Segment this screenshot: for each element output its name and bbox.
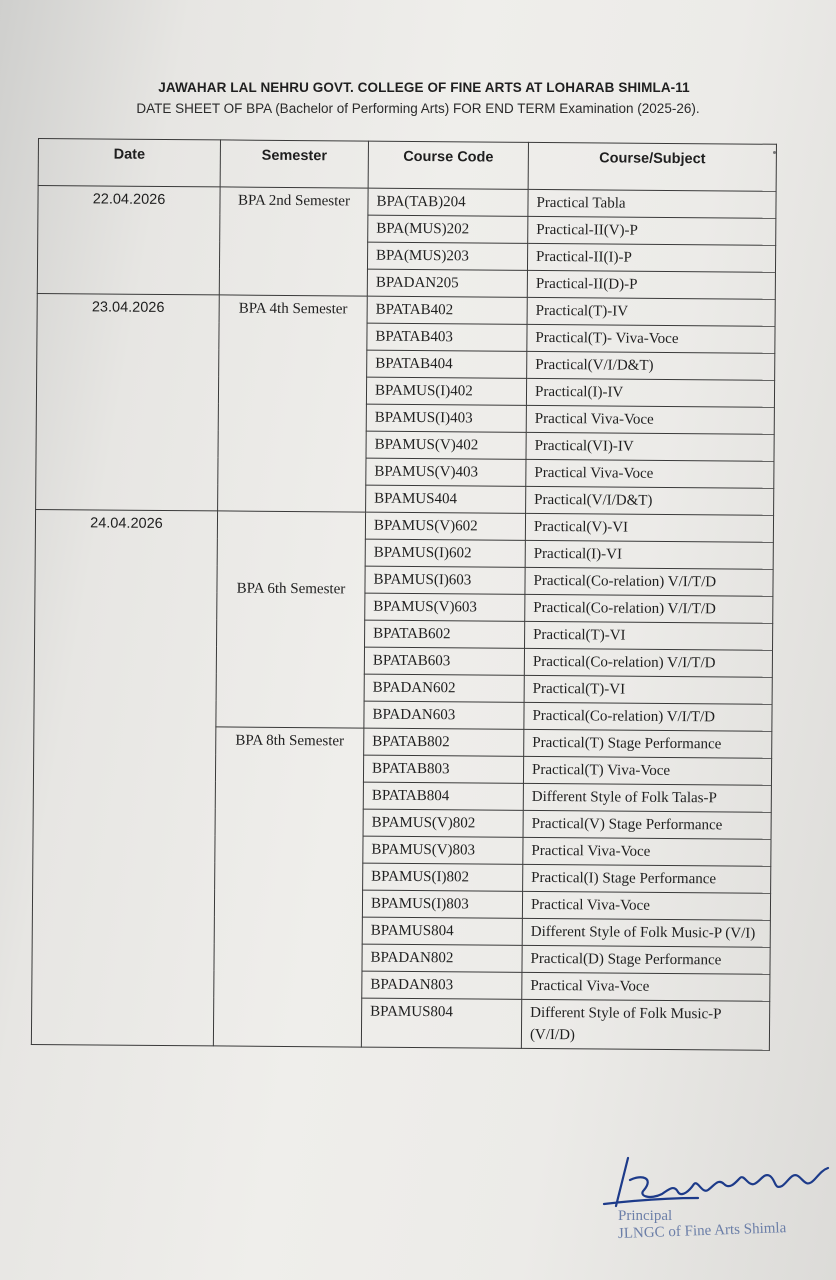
- course-code: BPAMUS(I)402: [366, 377, 526, 405]
- course-subject: Different Style of Folk Talas-P: [523, 783, 771, 812]
- course-code: BPAMUS(I)803: [362, 890, 522, 918]
- table-row: [35, 509, 773, 542]
- course-code: BPAMUS(I)602: [365, 539, 525, 567]
- exam-date: 23.04.2026: [36, 293, 220, 510]
- course-code: BPATAB402: [367, 296, 527, 324]
- course-code: BPAMUS(I)802: [363, 863, 523, 891]
- course-subject: Practical(V) Stage Performance: [523, 810, 771, 839]
- course-code: BPAMUS(I)403: [366, 404, 526, 432]
- course-code: BPAMUS404: [366, 485, 526, 513]
- course-code: BPADAN802: [362, 944, 522, 972]
- semester-name: BPA 6th Semester: [216, 511, 366, 728]
- course-code: BPADAN602: [364, 674, 524, 702]
- course-subject: Practical(Co-relation) V/I/T/D: [525, 594, 773, 623]
- course-subject: Practical Viva-Voce: [523, 837, 771, 866]
- stamp-principal: Principal: [618, 1208, 673, 1224]
- course-code: BPAMUS804: [362, 917, 522, 945]
- course-code: BPAMUS804: [361, 998, 521, 1048]
- course-code: BPAMUS(V)402: [366, 431, 526, 459]
- course-subject: Practical(Co-relation) V/I/T/D: [524, 648, 772, 677]
- course-code: BPATAB603: [364, 647, 524, 675]
- course-subject: Practical(D) Stage Performance: [522, 945, 770, 974]
- exam-date: 22.04.2026: [37, 186, 220, 295]
- course-subject: Practical(I)-VI: [525, 540, 773, 569]
- date-sheet-title: DATE SHEET OF BPA (Bachelor of Performing Arts) FOR END TERM Examination (2025-26).: [136, 101, 700, 116]
- course-code: BPAMUS(V)603: [365, 593, 525, 621]
- course-code: BPA(TAB)204: [368, 188, 528, 216]
- semester-name: BPA 4th Semester: [218, 295, 368, 512]
- stamp-college: JLNGC of Fine Arts Shimla: [617, 1220, 787, 1242]
- course-subject: Practical Viva-Voce: [522, 891, 770, 920]
- course-subject: Practical(T)-VI: [525, 621, 773, 650]
- course-subject: Practical Viva-Voce: [526, 405, 774, 434]
- course-subject: Practical(VI)-IV: [526, 432, 774, 461]
- table-row: [37, 293, 775, 326]
- course-subject: Practical(V/I/D&T): [526, 486, 774, 515]
- course-subject: Practical(T) Stage Performance: [524, 729, 772, 758]
- course-subject: Practical(I)-IV: [526, 378, 774, 407]
- course-code: BPATAB803: [363, 755, 523, 783]
- column-header-semester: Semester: [220, 140, 368, 188]
- course-subject: Practical(Co-relation) V/I/T/D: [524, 702, 772, 731]
- course-subject: Practical Tabla: [528, 189, 776, 218]
- date-sheet-table: [31, 138, 777, 1051]
- course-subject: Practical(V)-VI: [525, 513, 773, 542]
- course-code: BPADAN205: [367, 269, 527, 297]
- course-code: BPAMUS(I)603: [365, 566, 525, 594]
- column-header-course-subject: Course/Subject: [528, 142, 776, 191]
- course-code: BPATAB804: [363, 782, 523, 810]
- course-subject: Practical(T) Viva-Voce: [523, 756, 771, 785]
- college-name: JAWAHAR LAL NEHRU GOVT. COLLEGE OF FINE ARTS AT LOHARAB SHIMLA-11: [158, 80, 690, 95]
- course-subject: Practical Viva-Voce: [526, 459, 774, 488]
- course-subject: Practical(T)-IV: [527, 297, 775, 326]
- course-code: BPAMUS(V)802: [363, 809, 523, 837]
- table-header-row: [38, 139, 776, 192]
- semester-name: BPA 8th Semester: [213, 727, 364, 1047]
- course-subject: Different Style of Folk Music-P (V/I/D): [521, 999, 769, 1050]
- principal-signature-block: [598, 1150, 834, 1260]
- course-subject: Practical(T)-VI: [524, 675, 772, 704]
- course-code: BPA(MUS)202: [368, 215, 528, 243]
- course-subject: Different Style of Folk Music-P (V/I): [522, 918, 770, 947]
- course-code: BPATAB602: [365, 620, 525, 648]
- course-subject: Practical-II(D)-P: [527, 270, 775, 299]
- course-subject: Practical(V/I/D&T): [527, 351, 775, 380]
- course-subject: Practical(T)- Viva-Voce: [527, 324, 775, 353]
- column-header-course-code: Course Code: [368, 141, 528, 189]
- column-header-date: Date: [38, 139, 220, 187]
- semester-name: BPA 2nd Semester: [219, 187, 368, 296]
- course-code: BPATAB404: [367, 350, 527, 378]
- course-code: BPATAB802: [364, 728, 524, 756]
- course-subject: Practical-II(I)-P: [527, 243, 775, 272]
- course-subject: Practical(I) Stage Performance: [523, 864, 771, 893]
- course-code: BPADAN603: [364, 701, 524, 729]
- table-row: [38, 186, 776, 219]
- table-body: [31, 186, 776, 1051]
- course-code: BPAMUS(V)803: [363, 836, 523, 864]
- course-code: BPADAN803: [362, 971, 522, 999]
- course-code: BPAMUS(V)403: [366, 458, 526, 486]
- course-subject: Practical Viva-Voce: [522, 972, 770, 1001]
- course-code: BPATAB403: [367, 323, 527, 351]
- course-code: BPAMUS(V)602: [365, 512, 525, 540]
- exam-date: 24.04.2026: [31, 509, 217, 1045]
- course-subject: Practical(Co-relation) V/I/T/D: [525, 567, 773, 596]
- course-code: BPA(MUS)203: [367, 242, 527, 270]
- course-subject: Practical-II(V)-P: [528, 216, 776, 245]
